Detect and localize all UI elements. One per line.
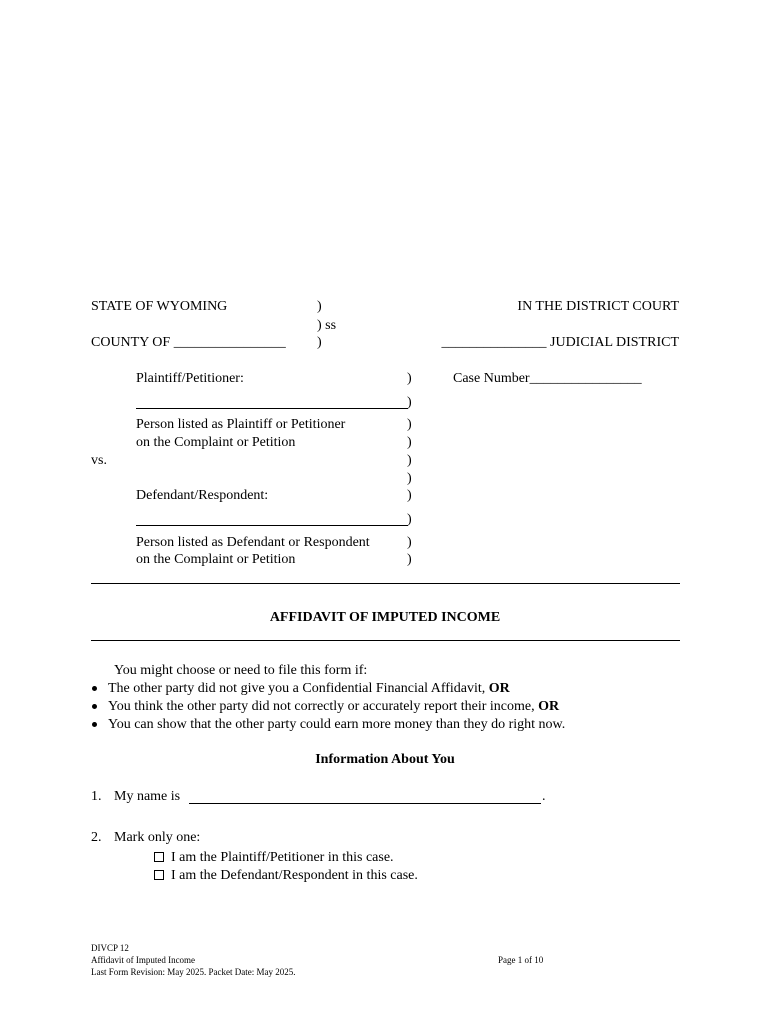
document-title: AFFIDAVIT OF IMPUTED INCOME: [269, 610, 501, 625]
defendant-name-line[interactable]: [136, 525, 408, 526]
intro-lead: You might choose or need to file this form if:: [114, 663, 368, 678]
plaintiff-note: Person listed as Plaintiff or Petitioner: [136, 417, 346, 432]
caption-paren: ): [407, 435, 412, 450]
divider: [91, 583, 680, 584]
caption-paren: ): [407, 371, 412, 386]
footer-revision: Last Form Revision: May 2025. Packet Date: May 2025.: [91, 967, 296, 977]
caption-paren: ): [317, 299, 322, 314]
vs-label: vs.: [91, 453, 107, 468]
ss-label: ) ss: [317, 318, 337, 333]
plaintiff-checkbox[interactable]: [154, 852, 164, 862]
name-period: .: [542, 789, 546, 804]
caption-paren: ): [407, 471, 412, 486]
intro-bullet: The other party did not give you a Confidential Financial Affidavit, OR: [108, 681, 510, 696]
judicial-district-label: _______________ JUDICIAL DISTRICT: [441, 335, 679, 350]
mark-one-label: Mark only one:: [114, 830, 201, 845]
defendant-checkbox[interactable]: [154, 870, 164, 880]
plaintiff-note: on the Complaint or Petition: [136, 435, 296, 450]
intro-bullet: You think the other party did not correctly or accurately report their income, OR: [108, 699, 560, 714]
name-label: My name is: [114, 789, 181, 804]
plaintiff-option-label: I am the Plaintiff/Petitioner in this case.: [171, 850, 394, 865]
footer-page-number: Page 1 of 10: [498, 955, 544, 965]
caption-paren: ): [407, 453, 412, 468]
caption-paren: ): [407, 488, 412, 503]
name-input-line[interactable]: [189, 803, 541, 804]
bullet-icon: [92, 722, 97, 727]
item-number: 1.: [91, 789, 102, 804]
defendant-option-label: I am the Defendant/Respondent in this case.: [171, 868, 418, 883]
footer-form-code: DIVCP 12: [91, 943, 129, 953]
intro-bullet: You can show that the other party could earn more money than they do right now.: [108, 717, 566, 732]
caption-paren: ): [407, 395, 412, 410]
bullet-icon: [92, 686, 97, 691]
defendant-note: on the Complaint or Petition: [136, 552, 296, 567]
caption-paren: ): [317, 335, 322, 350]
case-number-field[interactable]: Case Number________________: [453, 371, 642, 386]
defendant-note: Person listed as Defendant or Respondent: [136, 535, 370, 550]
county-label: COUNTY OF ________________: [91, 335, 286, 350]
state-label: STATE OF WYOMING: [91, 299, 228, 314]
section-heading: Information About You: [315, 752, 455, 767]
caption-paren: ): [407, 512, 412, 527]
caption-paren: ): [407, 417, 412, 432]
footer-form-name: Affidavit of Imputed Income: [91, 955, 196, 965]
plaintiff-label: Plaintiff/Petitioner:: [136, 371, 244, 386]
caption-paren: ): [407, 535, 412, 550]
bullet-icon: [92, 704, 97, 709]
divider: [91, 640, 680, 641]
plaintiff-name-line[interactable]: [136, 408, 408, 409]
defendant-label: Defendant/Respondent:: [136, 488, 269, 503]
item-number: 2.: [91, 830, 102, 845]
court-label: IN THE DISTRICT COURT: [517, 299, 679, 314]
caption-paren: ): [407, 552, 412, 567]
